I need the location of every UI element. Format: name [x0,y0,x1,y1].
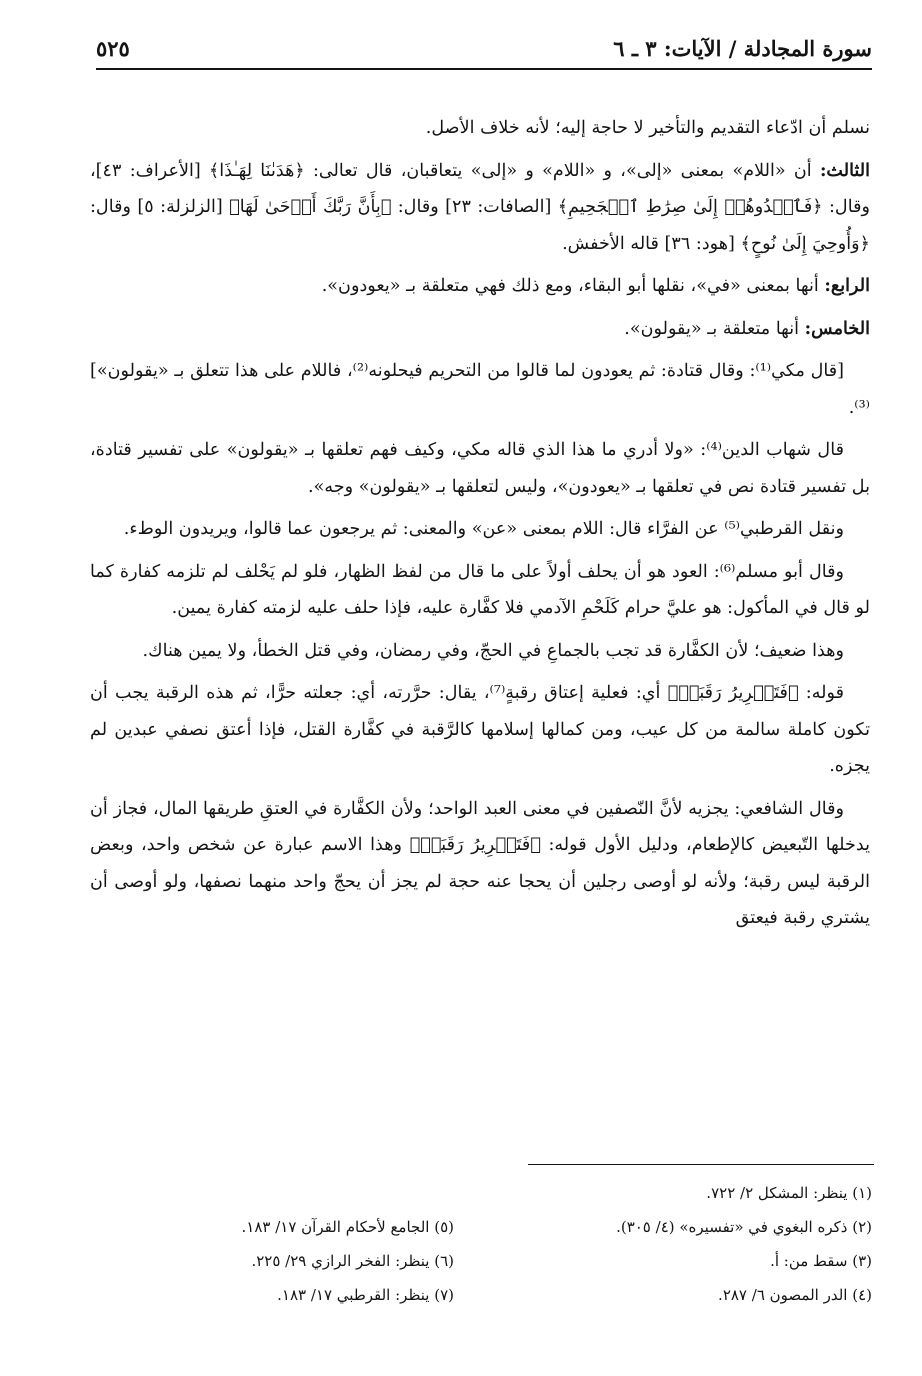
paragraph: قوله: ﴿فَتَحۡرِيرُ رَقَبَةٖ﴾ أي: فعلية إعتاق رقبةٍ⁽⁷⁾، يقال: حرَّرته، أي: جعلته حرًّا، ثم هذه الرقبة يجب أن تكون كاملة سالمة من كل عيب، ومن كمالها إسلامها كالرَّقبة في كفَّارة القتل، فإذا أعتق نصفي عبدين لم يجزه. [90,683,870,776]
running-title: سورة المجادلة / الآيات: ٣ ـ ٦ [613,36,872,61]
paragraph: وقال الشافعي: يجزيه لأنَّ النّصفين في معنى العبد الواحد؛ ولأن الكفَّارة في العتقِ طريقها المال، فجاز أن يدخلها التّبعيض كالإطعام، ودليل الأول قوله: ﴿فَتَحۡرِيرُ رَقَبَةٖ﴾ وهذا الاسم عبارة عن شخص واحد، وبعض الرقبة ليس رقبة؛ ولأنه لو أوصى رجلين أن يحجا عنه حجة لم يجز أن يحجّ واحد منهما نصفها، ولو أوصى أن يشتري رقبة فيعتق [90,798,870,928]
header-rule [96,68,872,70]
paragraph: نسلم أن ادّعاء التقديم والتأخير لا حاجة إليه؛ لأنه خلاف الأصل. [425,118,870,138]
footnote: (٣) سقط من: أ. [770,1252,872,1270]
paragraph-lead: الثالث: [819,159,870,181]
paragraph: الخامس: أنها متعلقة بـ «يقولون». [624,317,870,339]
paragraph: الثالث: أن «اللام» بمعنى «إلى»، و «اللام» و «إلى» يتعاقبان، قال تعالى: ﴿هَدَىٰنَا لِهَـٰذَا﴾ [الأعراف: ٤٣]، وقال: ﴿فَٱهۡدُوهُمۡ إِلَىٰ صِرَٰطِ ٱلۡجَحِيمِ﴾ [الصافات: ٢٣] وقال: ﴿بِأَنَّ رَبَّكَ أَوۡحَىٰ لَهَا﴾ [الزلزلة: ٥] وقال: ﴿وَأُوحِيَ إِلَىٰ نُوحٍ﴾ [هود: ٣٦] قاله الأخفش. [90,159,870,254]
paragraph: ونقل القرطبي⁽⁵⁾ عن الفرَّاء قال: اللام بمعنى «عن» والمعنى: ثم يرجعون عما قالوا، ويريدون الوطء. [123,519,844,539]
footnote: (٥) الجامع لأحكام القرآن ١٧/ ١٨٣. [241,1218,454,1236]
paragraph: وهذا ضعيف؛ لأن الكفَّارة قد تجب بالجماعِ في الحجّ، وفي رمضان، وفي قتل الخطأ، ولا يمين هناك. [142,640,844,661]
footnote-separator [528,1164,874,1165]
paragraph-lead: الخامس: [804,317,870,339]
footnote: (٦) ينظر: الفخر الرازي ٢٩/ ٢٢٥. [251,1252,454,1270]
paragraph-lead: الرابع: [824,275,870,296]
footnote-column-left [114,1210,454,1312]
paragraph: الرابع: أنها بمعنى «في»، نقلها أبو البقاء، ومع ذلك فهي متعلقة بـ «يعودون». [321,275,870,296]
main-text [90,110,870,943]
footnote: (٤) الدر المصون ٦/ ٢٨٧. [718,1286,872,1304]
footnotes [100,1176,872,1326]
footnote-column-right [532,1176,872,1312]
paragraph: [قال مكي⁽¹⁾: وقال قتادة: ثم يعودون لما قالوا من التحريم فيحلونه⁽²⁾، فاللام على هذا تتعلق بـ «يقولون»]⁽³⁾. [90,361,870,418]
paragraph: وقال أبو مسلم⁽⁶⁾: العود هو أن يحلف أولاً على ما قال من لفظ الظهار، فلو لم يَحْلف لم تلزمه كفارة كما لو قال في المأكول: هو عليَّ حرام كَلَحْمِ الآدمي فلا كفَّارة عليه، فإذا حلف عليه لزمته كفارة يمين. [90,561,870,618]
footnote: (١) ينظر: المشكل ٢/ ٧٢٢. [706,1184,872,1202]
page-number: ٥٢٥ [96,36,130,61]
paragraph: قال شهاب الدين⁽⁴⁾: «ولا أدري ما هذا الذي قاله مكي، وكيف فهم تعلقها بـ «يقولون» على تفسير قتادة، بل تفسير قتادة نص في تعلقها بـ «يعودون»، وليس لتعلقها بـ «يقولون» وجه». [90,440,870,497]
page-header [96,30,872,74]
footnote: (٧) ينظر: القرطبي ١٧/ ١٨٣. [277,1286,454,1304]
footnote: (٢) ذكره البغوي في «تفسيره» (٤/ ٣٠٥). [616,1218,872,1236]
